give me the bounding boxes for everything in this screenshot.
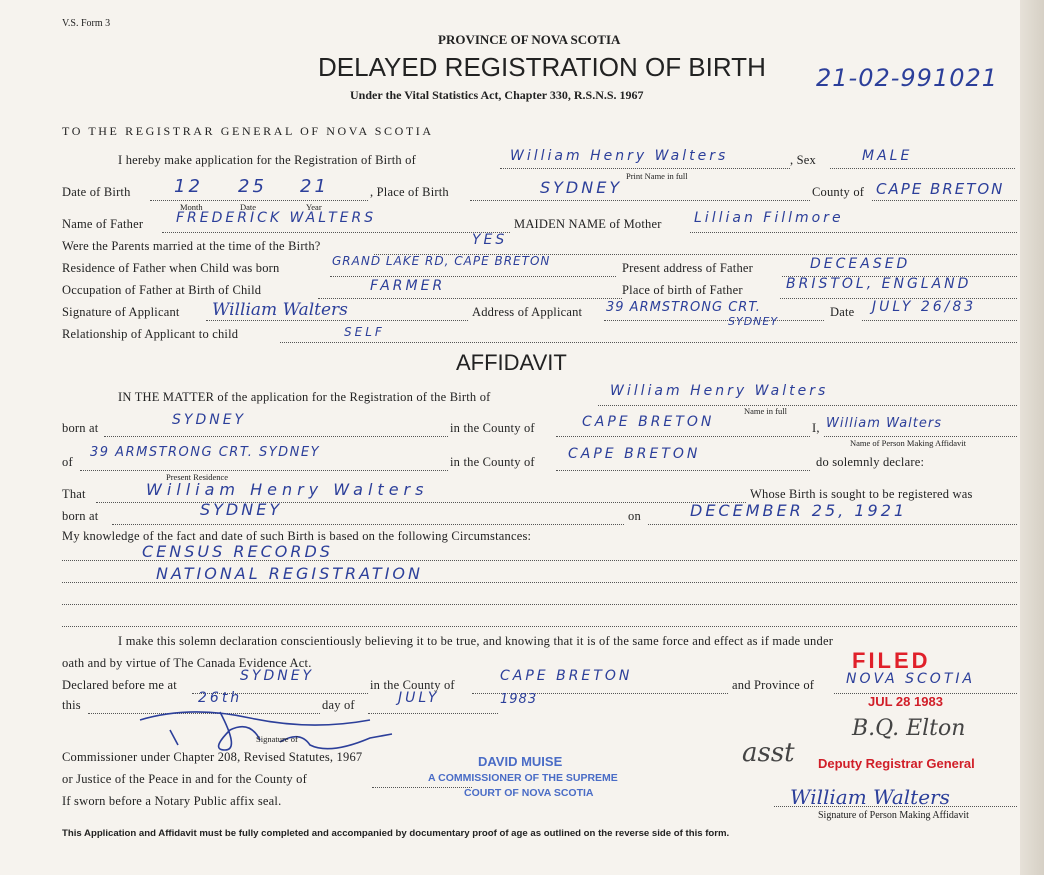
date-hint: Date	[240, 202, 257, 212]
residence-label: Residence of Father when Child was born	[62, 261, 280, 275]
footer-note: This Application and Affidavit must be fully completed and accompanied by documentary proof of age as outlined on the reverse side of this form.	[62, 828, 730, 839]
province-heading: PROVINCE OF NOVA SCOTIA	[438, 32, 621, 47]
occupation-label: Occupation of Father at Birth of Child	[62, 283, 262, 297]
present-address-value: DECEASED	[810, 256, 911, 272]
born-at2-label: born at	[62, 509, 99, 523]
commissioner-stamp-title: A COMMISSIONER OF THE SUPREME	[428, 772, 618, 784]
day-of-label: day of	[322, 698, 355, 712]
born-county-label: in the County of	[450, 421, 535, 435]
dob-date: 25	[238, 176, 267, 197]
present-address-label: Present address of Father	[622, 261, 754, 275]
applicant-sig-label: Signature of Applicant	[62, 305, 180, 319]
sex-label: , Sex	[790, 153, 816, 167]
binding-edge	[1020, 0, 1044, 875]
month-hint: Month	[180, 202, 203, 212]
born-at-label: born at	[62, 421, 99, 435]
page-title: DELAYED REGISTRATION OF BIRTH	[318, 52, 766, 82]
to-registrar: TO THE REGISTRAR GENERAL OF NOVA SCOTIA	[62, 124, 434, 138]
page-subtitle: Under the Vital Statistics Act, Chapter 330, R.S.N.S. 1967	[350, 88, 644, 102]
pob-label: , Place of Birth	[370, 185, 449, 199]
signature-of-label: Signature of	[256, 734, 298, 744]
province-label: and Province of	[732, 678, 815, 692]
affiant-signature-label: Signature of Person Making Affidavit	[818, 810, 969, 821]
registration-number: 21-02-991021	[816, 64, 999, 92]
relationship-label: Relationship of Applicant to child	[62, 327, 239, 341]
applicant-address-city: SYDNEY	[728, 315, 779, 328]
affiant-name-hint: Name of Person Making Affidavit	[850, 438, 966, 448]
applicant-address-value: 39 ARMSTRONG CRT.	[606, 300, 761, 315]
deputy-registrar-stamp: Deputy Registrar General	[818, 756, 975, 771]
solemn-line-2: oath and by virtue of The Canada Evidence Act.	[62, 656, 312, 670]
father-pob-label: Place of birth of Father	[622, 283, 743, 297]
declared-at-value: SYDNEY	[240, 668, 315, 684]
applicant-date-value: JULY 26/83	[872, 299, 977, 315]
of-label: of	[62, 455, 73, 469]
father-label: Name of Father	[62, 217, 144, 231]
filed-stamp: FILED	[852, 648, 931, 673]
circumstance-1: CENSUS RECORDS	[142, 542, 333, 561]
relationship-value: SELF	[344, 325, 385, 339]
declared-county-label: in the County of	[370, 678, 455, 692]
dob-year: 21	[300, 176, 329, 197]
affiant-signature: William Walters	[790, 785, 950, 809]
affidavit-child-name: William Henry Walters	[610, 383, 829, 399]
mother-value: Lillian Fillmore	[694, 210, 844, 226]
father-pob-value: BRISTOL, ENGLAND	[786, 276, 972, 292]
affidavit-heading: AFFIDAVIT	[456, 350, 567, 375]
pob-value: SYDNEY	[540, 178, 623, 197]
knowledge-label: My knowledge of the fact and date of such Birth is based on the following Circumstances:	[62, 529, 532, 543]
year-hint: Year	[306, 202, 322, 212]
applicant-date-label: Date	[830, 305, 855, 319]
sex-value: MALE	[862, 148, 913, 164]
intro-label: I hereby make application for the Registration of Birth of	[118, 153, 416, 167]
solemn-line-1: I make this solemn declaration conscientiously believing it to be true, and knowing that it is of the same force and effect as if made under	[118, 634, 834, 648]
province-value: NOVA SCOTIA	[846, 671, 976, 687]
form-code: V.S. Form 3	[62, 18, 111, 29]
commissioner-label: Commissioner under Chapter 208, Revised Statutes, 1967	[62, 750, 363, 764]
applicant-signature: William Walters	[212, 300, 348, 320]
married-label: Were the Parents married at the time of the Birth?	[62, 239, 321, 253]
on-label: on	[628, 509, 641, 523]
blank-line-2	[62, 626, 1017, 627]
that-label: That	[62, 487, 86, 501]
notary-label: If sworn before a Notary Public affix seal.	[62, 794, 282, 808]
name-in-full-hint: Name in full	[744, 406, 787, 416]
affiant-name: William Walters	[826, 416, 942, 431]
asst-signature: asst	[742, 738, 795, 768]
dob-label: Date of Birth	[62, 185, 131, 199]
year-value: 1983	[500, 692, 538, 707]
commissioner-stamp-court: COURT OF NOVA SCOTIA	[464, 787, 594, 799]
that-name: William Henry Walters	[146, 480, 429, 499]
commissioner-stamp-name: DAVID MUISE	[478, 754, 563, 769]
born-at-value: SYDNEY	[172, 412, 247, 428]
this-day-value: 26th	[198, 690, 243, 706]
applicant-address-label: Address of Applicant	[472, 305, 583, 319]
i-label: I,	[812, 421, 820, 435]
married-value: YES	[472, 232, 508, 248]
residence-county-label: in the County of	[450, 455, 535, 469]
county-label: County of	[812, 185, 865, 199]
blank-line-1	[62, 604, 1017, 605]
whose-birth-label: Whose Birth is sought to be registered was	[750, 487, 973, 501]
residence-value: GRAND LAKE RD, CAPE BRETON	[332, 254, 551, 268]
father-value: FREDERICK WALTERS	[176, 210, 377, 226]
affiant-residence: 39 ARMSTRONG CRT. SYDNEY	[90, 445, 321, 460]
month-value: JULY	[398, 690, 440, 706]
born-county-value: CAPE BRETON	[582, 414, 715, 430]
print-name-hint: Print Name in full	[626, 171, 688, 181]
registrar-signature: B.Q. Elton	[852, 716, 966, 741]
declare-label: do solemnly declare:	[816, 455, 925, 469]
mother-label: MAIDEN NAME of Mother	[514, 217, 662, 231]
county-value: CAPE BRETON	[876, 180, 1005, 198]
present-residence-hint: Present Residence	[166, 472, 229, 482]
matter-label: IN THE MATTER of the application for the Registration of the Birth of	[118, 390, 491, 404]
born-at2-value: SYDNEY	[200, 500, 283, 519]
declared-county-value: CAPE BRETON	[500, 668, 633, 684]
dob-month: 12	[174, 176, 203, 197]
justice-label: or Justice of the Peace in and for the County of	[62, 772, 307, 786]
filed-date-stamp: JUL 28 1983	[868, 694, 943, 709]
residence-county-value: CAPE BRETON	[568, 446, 701, 462]
birth-date-value: DECEMBER 25, 1921	[690, 501, 908, 520]
occupation-value: FARMER	[370, 278, 446, 294]
circumstance-2: NATIONAL REGISTRATION	[156, 564, 423, 583]
child-name: William Henry Walters	[510, 148, 729, 164]
this-label: this	[62, 698, 81, 712]
declared-label: Declared before me at	[62, 678, 177, 692]
